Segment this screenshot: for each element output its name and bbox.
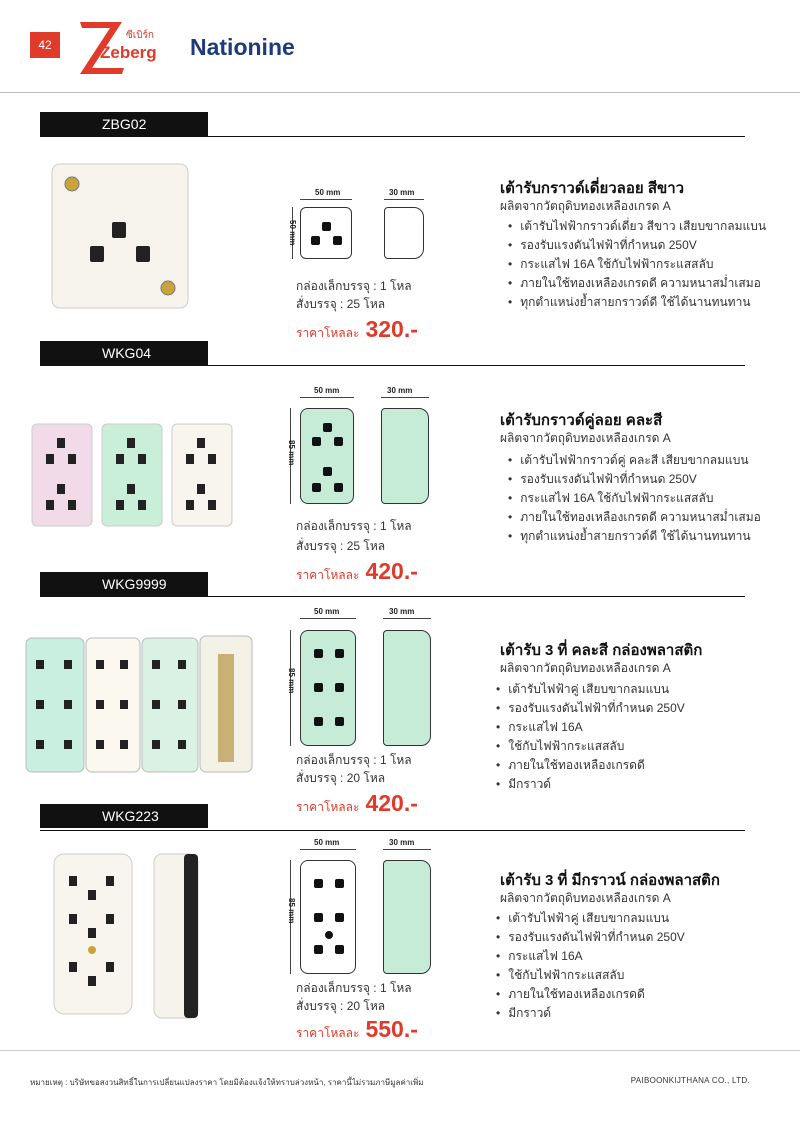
side-view-diagram	[384, 207, 424, 259]
depth-dimension-line	[381, 397, 429, 398]
feature-list	[496, 909, 685, 1023]
company-name: PAIBOONKIJTHANA CO., LTD.	[630, 1076, 750, 1085]
width-dimension-line	[300, 849, 356, 850]
brand-name: Nationine	[190, 34, 295, 60]
depth-dimension-line	[383, 849, 431, 850]
feature-item: • รองรับแรงดันไฟฟ้าที่กำหนด 250V	[496, 928, 685, 947]
pack-order-text: สั่งบรรจุ : 20 โหล	[296, 999, 386, 1013]
price-value: 320.-	[365, 316, 418, 342]
side-view-diagram	[383, 860, 431, 974]
feature-item: • เต้ารับไฟฟ้าคู่ เสียบขากลมแบน	[496, 680, 685, 699]
feature-item: • เต้ารับไฟฟ้ากราวด์เดี่ยว สีขาว เสียบขากลมแบน	[508, 217, 766, 236]
depth-dimension-line	[383, 618, 431, 619]
feature-list	[508, 217, 766, 312]
feature-item: • รองรับแรงดันไฟฟ้าที่กำหนด 250V	[496, 699, 685, 718]
product-subtitle: ผลิตจากวัตถุดิบทองเหลืองเกรด A	[500, 431, 671, 445]
product-photo	[30, 422, 240, 530]
model-label: WKG9999	[40, 572, 208, 596]
price-row	[296, 558, 418, 585]
section-divider	[40, 596, 745, 597]
feature-list	[508, 451, 761, 546]
front-view-diagram	[300, 408, 354, 504]
product-photo	[24, 634, 256, 776]
product-title: เต้ารับ 3 ที่ มีกราวน์ กล่องพลาสติก	[500, 872, 720, 889]
zeberg-logo	[78, 18, 168, 76]
height-label: 85 mm	[287, 440, 296, 466]
depth-dimension-line	[384, 199, 424, 200]
price-value: 420.-	[365, 558, 418, 584]
product-subtitle: ผลิตจากวัตถุดิบทองเหลืองเกรด A	[500, 891, 671, 905]
width-label: 50 mm	[314, 607, 340, 616]
depth-label: 30 mm	[389, 188, 415, 197]
pack-order-text: สั่งบรรจุ : 25 โหล	[296, 539, 386, 553]
product-photo	[50, 162, 190, 312]
pack-box-text: กล่องเล็กบรรจุ : 1 โหล	[296, 279, 412, 293]
section-divider	[40, 365, 745, 366]
price-label: ราคาโหลละ	[296, 568, 360, 582]
product-title: เต้ารับกราวด์คู่ลอย คละสี	[500, 412, 663, 429]
feature-item: • กระแสไฟ 16A ใช้กับไฟฟ้ากระแสสลับ	[508, 489, 761, 508]
pack-box-text: กล่องเล็กบรรจุ : 1 โหล	[296, 519, 412, 533]
feature-item: • มีกราวด์	[496, 775, 685, 794]
width-label: 50 mm	[315, 188, 341, 197]
footer-note: หมายเหตุ : บริษัทขอสงวนสิทธิ์ในการเปลี่ยนแปลงราคา โดยมิต้องแจ้งให้ทราบล่วงหน้า, ราคานี้ไม่รวมภาษีมูลค่าเพิ่ม	[30, 1078, 424, 1087]
price-row	[296, 316, 418, 343]
depth-label: 30 mm	[387, 386, 413, 395]
model-label: WKG223	[40, 804, 208, 828]
pack-order-text: สั่งบรรจุ : 25 โหล	[296, 297, 386, 311]
height-label: 50 mm	[288, 220, 297, 246]
product-photo	[50, 852, 230, 1022]
feature-item: • ใช้กับไฟฟ้ากระแสสลับ	[496, 966, 685, 985]
feature-item: • กระแสไฟ 16A	[496, 718, 685, 737]
logo-thai-text: ซีเบิร์ก	[126, 30, 154, 41]
product-title: เต้ารับ 3 ที่ คละสี กล่องพลาสติก	[500, 642, 703, 659]
pack-order-text: สั่งบรรจุ : 20 โหล	[296, 771, 386, 785]
feature-item: • รองรับแรงดันไฟฟ้าที่กำหนด 250V	[508, 236, 766, 255]
width-label: 50 mm	[314, 386, 340, 395]
model-label: ZBG02	[40, 112, 208, 136]
feature-item: • เต้ารับไฟฟ้าคู่ เสียบขากลมแบน	[496, 909, 685, 928]
product-title: เต้ารับกราวด์เดี่ยวลอย สีขาว	[500, 180, 685, 197]
pack-box-text: กล่องเล็กบรรจุ : 1 โหล	[296, 753, 412, 767]
feature-item: • กระแสไฟ 16A ใช้กับไฟฟ้ากระแสสลับ	[508, 255, 766, 274]
pack-box-text: กล่องเล็กบรรจุ : 1 โหล	[296, 981, 412, 995]
header-divider	[0, 92, 800, 93]
front-view-diagram	[300, 860, 356, 974]
section-divider	[40, 830, 745, 831]
price-value: 550.-	[365, 1016, 418, 1042]
feature-item: • มีกราวด์	[496, 1004, 685, 1023]
price-label: ราคาโหลละ	[296, 1026, 360, 1040]
front-view-diagram	[300, 630, 356, 746]
width-dimension-line	[300, 397, 354, 398]
feature-item: • ภายในใช้ทองเหลืองเกรดดี	[496, 985, 685, 1004]
depth-label: 30 mm	[389, 607, 415, 616]
feature-item: • ทุกตำแหน่งย้ำสายกราวด์ดี ใช้ได้นานทนทาน	[508, 527, 761, 546]
price-value: 420.-	[365, 790, 418, 816]
side-view-diagram	[383, 630, 431, 746]
feature-item: • เต้ารับไฟฟ้ากราวด์คู่ คละสี เสียบขากลมแบน	[508, 451, 761, 470]
price-row	[296, 790, 418, 817]
model-label: WKG04	[40, 341, 208, 365]
page-number: 42	[30, 32, 60, 58]
feature-item: • รองรับแรงดันไฟฟ้าที่กำหนด 250V	[508, 470, 761, 489]
width-dimension-line	[300, 618, 356, 619]
section-divider	[40, 136, 745, 137]
side-view-diagram	[381, 408, 429, 504]
feature-list	[496, 680, 685, 794]
price-label: ราคาโหลละ	[296, 800, 360, 814]
front-view-diagram	[300, 207, 352, 259]
width-dimension-line	[300, 199, 352, 200]
depth-label: 30 mm	[389, 838, 415, 847]
price-label: ราคาโหลละ	[296, 326, 360, 340]
feature-item: • ภายในใช้ทองเหลืองเกรดดี ความหนาสม่ำเสมอ	[508, 508, 761, 527]
feature-item: • ภายในใช้ทองเหลืองเกรดดี	[496, 756, 685, 775]
feature-item: • ใช้กับไฟฟ้ากระแสสลับ	[496, 737, 685, 756]
product-subtitle: ผลิตจากวัตถุดิบทองเหลืองเกรด A	[500, 199, 671, 213]
feature-item: • ภายในใช้ทองเหลืองเกรดดี ความหนาสม่ำเสมอ	[508, 274, 766, 293]
height-label: 85 mm	[287, 898, 296, 924]
price-row	[296, 1016, 418, 1043]
feature-item: • ทุกตำแหน่งย้ำสายกราวด์ดี ใช้ได้นานทนทาน	[508, 293, 766, 312]
logo-text: Zeberg	[100, 43, 157, 62]
feature-item: • กระแสไฟ 16A	[496, 947, 685, 966]
width-label: 50 mm	[314, 838, 340, 847]
product-subtitle: ผลิตจากวัตถุดิบทองเหลืองเกรด A	[500, 661, 671, 675]
footer-divider	[0, 1050, 800, 1051]
height-label: 85 mm	[287, 668, 296, 694]
